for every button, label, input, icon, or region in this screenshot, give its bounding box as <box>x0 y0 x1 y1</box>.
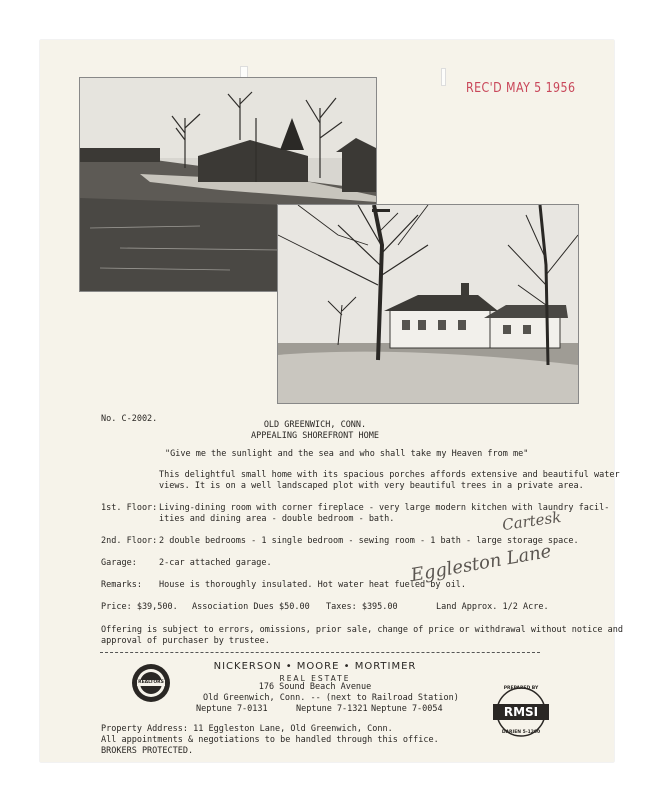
realtors-seal-label: REALTORS <box>138 680 164 685</box>
property-address: Property Address: 11 Eggleston Lane, Old Greenwich, Conn. <box>101 724 393 734</box>
detail-value-second-floor: 2 double bedrooms - 1 single bedroom - sewing room - 1 bath - large storage space. <box>159 536 579 546</box>
taxes: Taxes: $395.00 <box>326 602 398 612</box>
detail-label-second-floor: 2nd. Floor: <box>101 536 158 546</box>
price: Price: $39,500. <box>101 602 178 612</box>
disclaimer-line: Offering is subject to errors, omissions, prior sale, change of price or withdrawal without notice and <box>101 625 623 635</box>
listing-number: No. C-2002. <box>101 414 158 424</box>
brokers-protected: BROKERS PROTECTED. <box>101 746 194 756</box>
rmsi-logo-bottom: DARIEN 5-1200 <box>501 730 541 735</box>
broker-phone: Neptune 7-0054 <box>371 704 443 714</box>
detail-label-remarks: Remarks: <box>101 580 142 590</box>
broker-phone: Neptune 7-0131 <box>196 704 268 714</box>
detail-label-first-floor: 1st. Floor: <box>101 503 158 513</box>
broker-phone: Neptune 7-1321 <box>296 704 368 714</box>
detail-label-garage: Garage: <box>101 558 137 568</box>
realtors-seal <box>131 663 171 703</box>
rmsi-logo-main: RMSI <box>503 705 539 719</box>
divider <box>100 652 540 653</box>
disclaimer-line: approval of purchaser by trustee. <box>101 636 270 646</box>
land-size: Land Approx. 1/2 Acre. <box>436 602 549 612</box>
detail-value-first-floor: Living-dining room with corner fireplace - very large modern kitchen with laundry facil- <box>159 503 610 513</box>
description-line: This delightful small home with its spacious porches affords extensive and beautiful water <box>159 470 620 480</box>
rmsi-logo-top: PREPARED BY <box>503 686 539 691</box>
detail-value-garage: 2-car attached garage. <box>159 558 272 568</box>
house-photo-art <box>278 205 578 403</box>
received-date-stamp: REC'D MAY 5 1956 <box>466 81 576 96</box>
description-line: views. It is on a well landscaped plot with very beautiful trees in a private area. <box>159 481 584 491</box>
broker-tagline: REAL ESTATE <box>279 674 351 683</box>
paper-clip-mark <box>441 68 446 86</box>
listing-town: OLD GREENWICH, CONN. <box>263 420 367 430</box>
handwritten-note: Cartesk <box>501 507 563 535</box>
handwritten-note: Eggleston Lane <box>409 540 553 587</box>
broker-city-line: Old Greenwich, Conn. -- (next to Railroad Station) <box>203 693 459 703</box>
detail-value-remarks: House is thoroughly insulated. Hot water heat fueled by oil. <box>159 580 467 590</box>
house-photo <box>277 204 579 404</box>
listing-headline: APPEALING SHOREFRONT HOME <box>251 431 379 441</box>
detail-value-first-floor: ities and dining area - double bedroom - bath. <box>159 514 395 524</box>
rmsi-logo <box>491 682 551 742</box>
appointments-note: All appointments & negotiations to be handled through this office. <box>101 735 439 745</box>
association-dues: Association Dues $50.00 <box>192 602 310 612</box>
broker-name: NICKERSON • MOORE • MORTIMER <box>213 661 417 672</box>
listing-quote: "Give me the sunlight and the sea and who shall take my Heaven from me" <box>165 449 529 459</box>
broker-address: 176 Sound Beach Avenue <box>258 682 372 692</box>
